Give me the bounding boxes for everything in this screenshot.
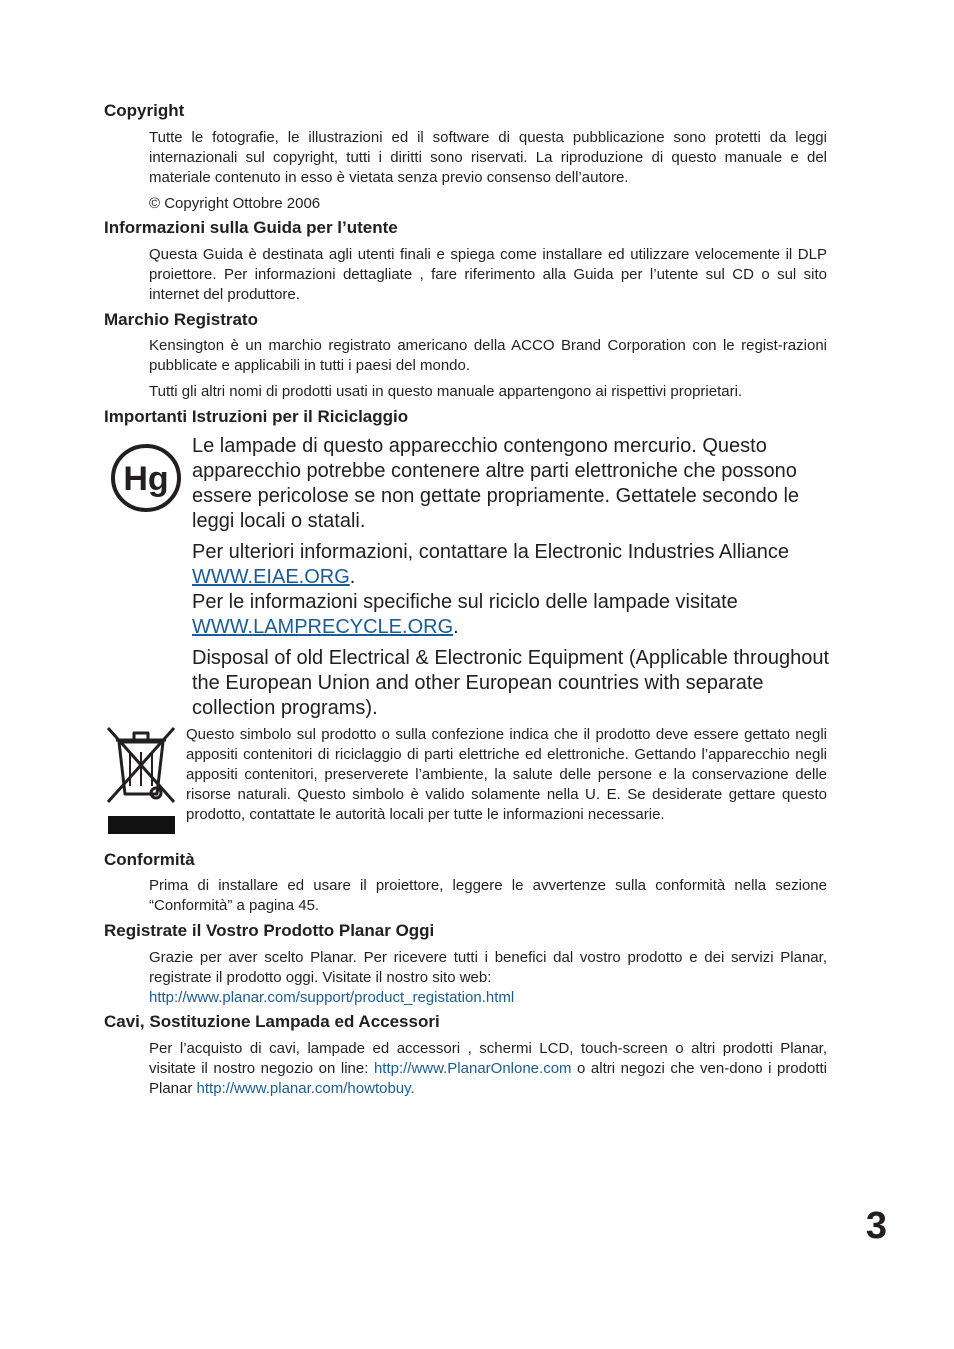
- lamp-period: .: [453, 616, 459, 638]
- trademark-body-2: Tutti gli altri nomi di prodotti usati in questo manuale appartengono ai rispettivi proprietari.: [149, 383, 743, 400]
- howtobuy-link[interactable]: http://www.planar.com/howtobuy.: [196, 1080, 415, 1097]
- cables-text-a: Per l’acquisto di cavi, lampade ed accessori , schermi LCD, touch-screen o altri prodotti Planar, visitate il nostro negozio on line:: [149, 1040, 827, 1077]
- lamprecycle-link[interactable]: WWW.LAMPRECYCLE.ORG: [192, 616, 454, 638]
- conformity-body: Prima di installare ed usare il proiettore, leggere le avvertenze sulla conformità nella sezione “Conformità” a pagina 45.: [149, 877, 827, 914]
- trademark-heading: Marchio Registrato: [104, 310, 258, 329]
- weee-crossed-bin-icon: [104, 724, 178, 836]
- copyright-heading: Copyright: [104, 101, 185, 120]
- register-heading: Registrate il Vostro Prodotto Planar Oggi: [104, 921, 435, 940]
- eia-paragraph: [192, 540, 832, 640]
- register-text: Grazie per aver scelto Planar. Per ricevere tutti i benefici dal vostro prodotto e dei servizi Planar, registrate il prodotto oggi. Visitate il nostro sito web:: [149, 949, 827, 986]
- copyright-date: © Copyright Ottobre 2006: [149, 195, 321, 212]
- registration-link[interactable]: http://www.planar.com/support/product_registation.html: [149, 989, 515, 1006]
- mercury-text: Le lampade di questo apparecchio contengono mercurio. Questo apparecchio potrebbe contenere altre parti elettroniche che possono essere pericolose se non gettate propriamente. Gettatele secondo le leggi locali o statali.: [192, 435, 800, 532]
- guide-body: Questa Guida è destinata agli utenti finali e spiega come installare ed utilizzare velocemente il DLP proiettore. Per informazioni dettagliate , fare riferimento alla Guida per l’utente sul CD o sul sito internet del produttore.: [149, 246, 827, 303]
- copyright-body: Tutte le fotografie, le illustrazioni ed il software di questa pubblicazione sono protetti da leggi internazionali sul copyright, tutti i diritti sono riservati. La riproduzione di questo manuale e del materiale contenuto in esso è vietata senza previo consenso dell’autore.: [149, 129, 827, 186]
- page-number: 3: [865, 1205, 887, 1247]
- register-body: [149, 948, 827, 1008]
- eia-text: Per ulteriori informazioni, contattare la Electronic Industries Alliance: [192, 541, 789, 563]
- weee-text: Questo simbolo sul prodotto o sulla confezione indica che il prodotto deve essere gettato negli appositi contenitori di riciclaggio di parti elettriche ed elettroniche. Gettando l’apparecchio negli appositi contenitori, preserverete l’ambiente, la salute delle persone e la conservazione delle risorse naturali. Questo simbolo è valido solamente nella U. E. Se desiderate gettare questo prodotto, contattate le autorità locali per tutte le informazioni necessarie.: [186, 726, 827, 823]
- planaronline-link[interactable]: http://www.PlanarOnlone.com: [373, 1060, 572, 1077]
- trademark-body: Kensington è un marchio registrato americano della ACCO Brand Corporation con le regist-razioni pubblicate e applicabili in tutti i paesi del mondo.: [149, 337, 827, 374]
- cables-heading: Cavi, Sostituzione Lampada ed Accessori: [104, 1012, 440, 1031]
- disposal-text: Disposal of old Electrical & Electronic Equipment (Applicable throughout the European Union and other European countries with separate collection programs).: [192, 647, 830, 719]
- lamp-text: Per le informazioni specifiche sul riciclo delle lampade visitate: [192, 591, 738, 613]
- hg-icon-label: Hg: [123, 460, 169, 498]
- conformity-heading: Conformità: [104, 850, 195, 869]
- cables-body: [149, 1039, 827, 1099]
- eia-link[interactable]: WWW.EIAE.ORG: [192, 566, 350, 588]
- recycling-heading: Importanti Istruzioni per il Riciclaggio: [104, 407, 409, 426]
- eia-period: .: [349, 566, 356, 588]
- guide-heading: Informazioni sulla Guida per l’utente: [104, 218, 398, 237]
- mercury-hg-icon: [110, 443, 182, 513]
- cables-text-b: o altri negozi che ven-dono i prodotti Planar: [149, 1060, 828, 1097]
